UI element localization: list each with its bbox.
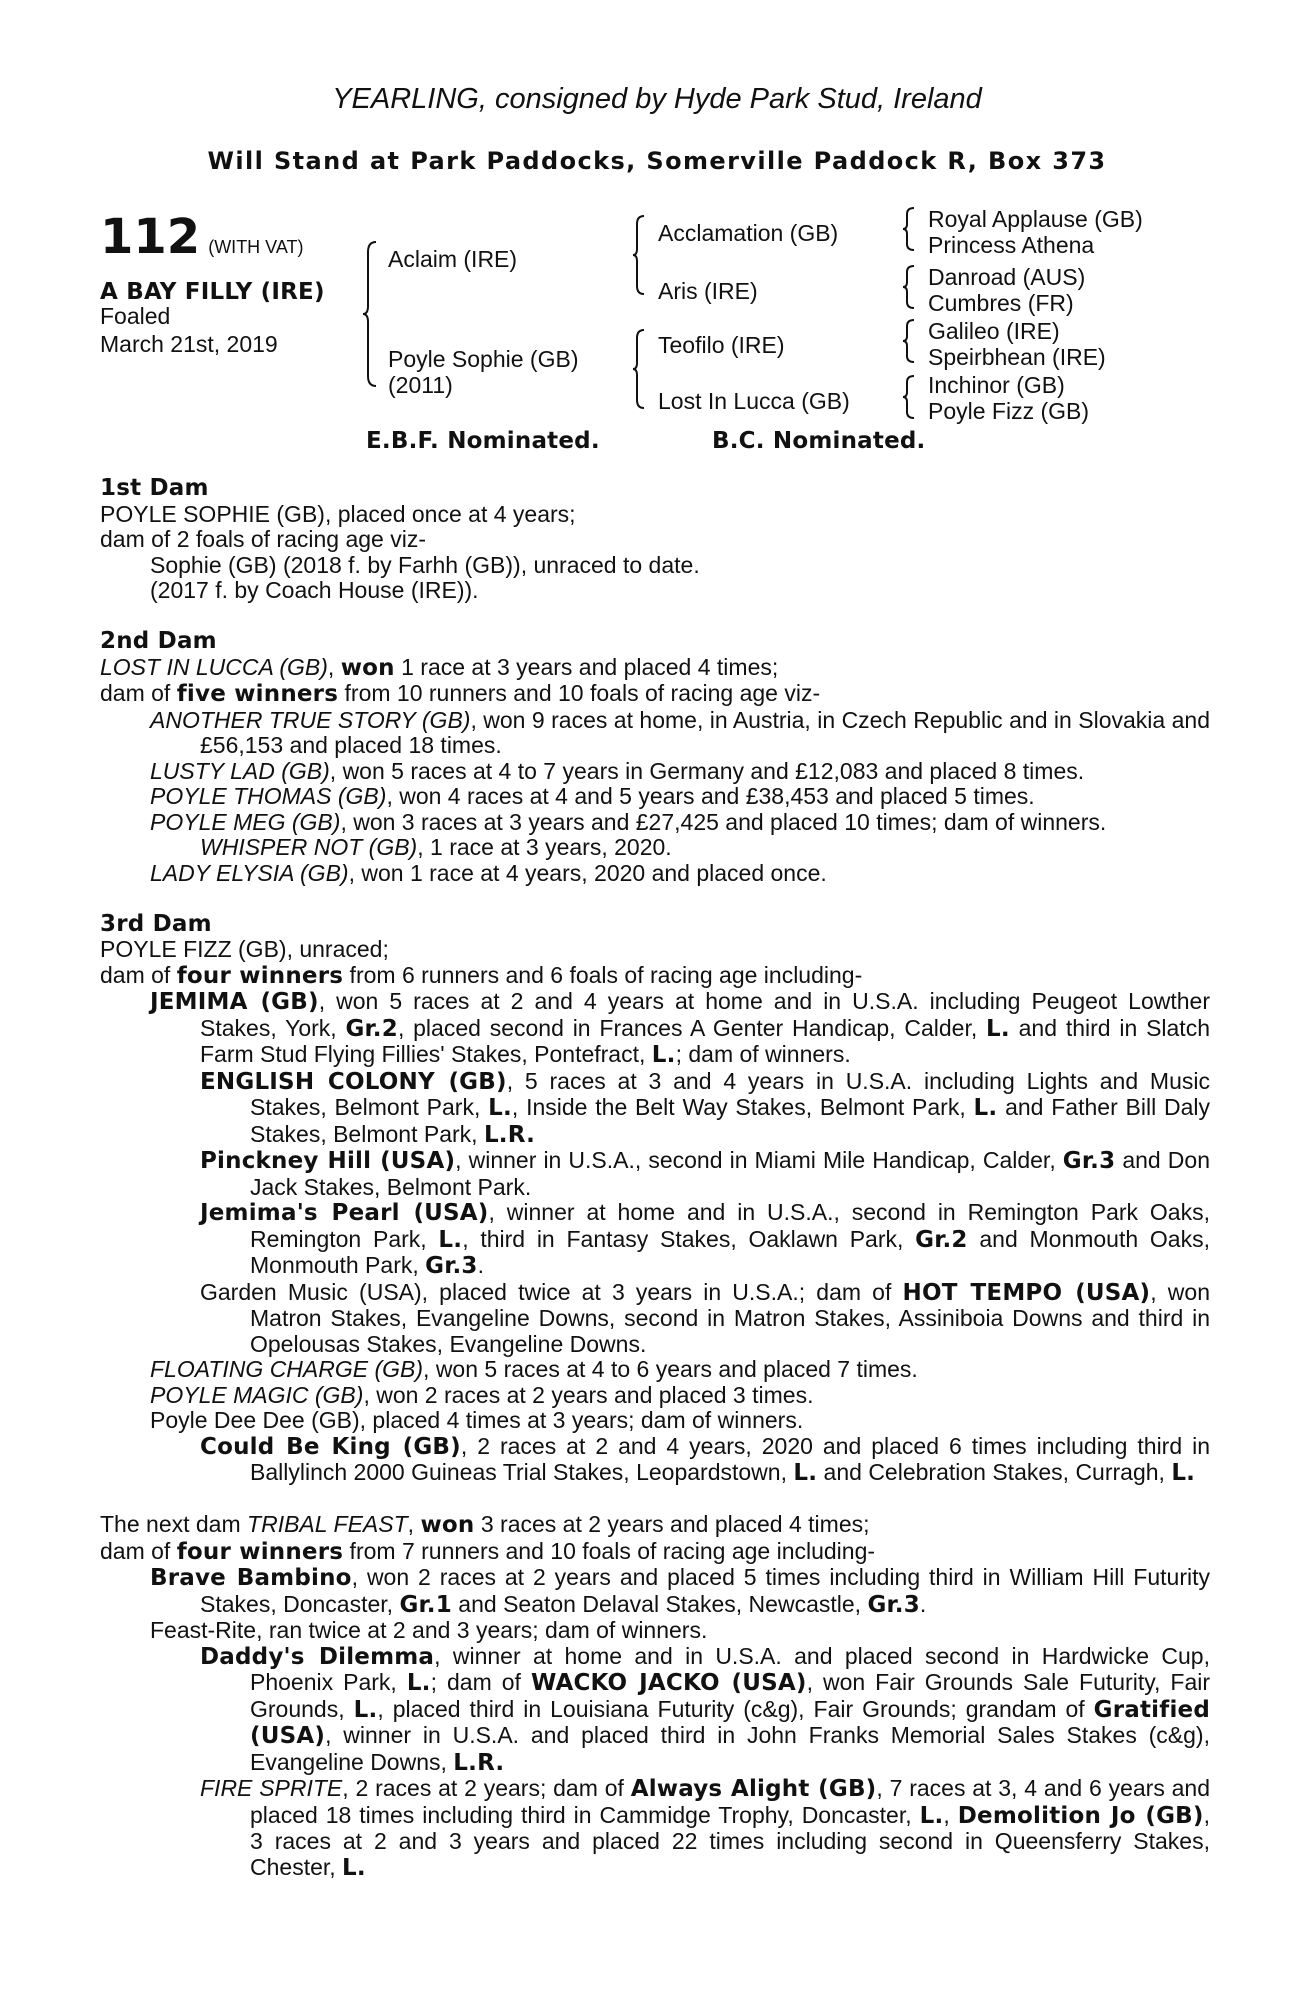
list-item: ANOTHER TRUE STORY (GB), won 9 races at home, in Austria, in Czech Republic and in Slovakia and £56,153 and placed 18 times. xyxy=(150,706,1210,758)
horse-description: A BAY FILLY (IRE) xyxy=(100,279,325,305)
third-dam-summary: POYLE FIZZ (GB), unraced; xyxy=(100,936,389,962)
stand-location: Will Stand at Park Paddocks, Somerville Paddock R, Box 373 xyxy=(207,147,1107,175)
pedigree-dam-year: (2011) xyxy=(388,372,453,398)
vat-note: (WITH VAT) xyxy=(208,237,304,257)
pedigree-dam: Poyle Sophie (GB) xyxy=(388,346,579,372)
pedigree-sire-sire: Acclamation (GB) xyxy=(658,220,839,246)
list-item: POYLE MAGIC (GB), won 2 races at 2 years and placed 3 times. xyxy=(150,1381,814,1408)
pedigree-brace-2 xyxy=(632,214,646,296)
list-item: WHISPER NOT (GB), 1 race at 3 years, 2020. xyxy=(200,834,672,860)
second-dam-heading: 2nd Dam xyxy=(100,628,217,654)
first-dam-foal-2: (2017 f. by Coach House (IRE)). xyxy=(150,577,479,603)
list-item: POYLE THOMAS (GB), won 4 races at 4 and 5 years and £38,453 and placed 5 times. xyxy=(150,783,1035,809)
lot-number: 112 xyxy=(100,209,201,265)
third-dam-produce-summary: dam of four winners from 6 runners and 6 foals of racing age including- xyxy=(100,961,863,989)
next-dam-summary: The next dam TRIBAL FEAST, won 3 races at 2 years and placed 4 times; xyxy=(100,1511,870,1538)
catalogue-body xyxy=(100,476,1210,1881)
second-dam-produce-summary: dam of five winners from 10 runners and 10 foals of racing age viz- xyxy=(100,680,821,707)
third-dam-heading: 3rd Dam xyxy=(100,910,212,937)
pedigree-sd-dam: Cumbres (FR) xyxy=(928,290,1074,316)
list-item: LUSTY LAD (GB), won 5 races at 4 to 7 years in Germany and £12,083 and placed 8 times. xyxy=(150,757,1085,784)
first-dam-foal-1: Sophie (GB) (2018 f. by Farhh (GB)), unraced to date. xyxy=(150,551,700,578)
ebf-nomination: E.B.F. Nominated. xyxy=(366,428,600,454)
pedigree-dd-dam: Poyle Fizz (GB) xyxy=(928,398,1090,424)
list-item: Could Be King (GB), 2 races at 2 and 4 years, 2020 and placed 6 times including third in Ballylinch 2000 Guineas Trial Stakes, Leopardstown, L. and Celebration Stakes, Curragh, L. xyxy=(200,1432,1210,1486)
pedigree-brace-3 xyxy=(632,328,646,410)
pedigree-sire: Aclaim (IRE) xyxy=(388,246,518,272)
list-item: Jemima's Pearl (USA), winner at home and in U.S.A., second in Remington Park Oaks, Remington Park, L., third in Fantasy Stakes, Oaklawn Park, Gr.2 and Monmouth Oaks, Monmouth Park, Gr.3. xyxy=(200,1199,1210,1279)
consignment-header: YEARLING, consigned by Hyde Park Stud, Ireland xyxy=(332,83,982,115)
first-dam-line-2: dam of 2 foals of racing age viz- xyxy=(100,526,426,552)
foaled-label: Foaled xyxy=(100,303,171,329)
list-item: Pinckney Hill (USA), winner in U.S.A., second in Miami Mile Handicap, Calder, Gr.3 and Don Jack Stakes, Belmont Park. xyxy=(200,1147,1210,1200)
list-item: Poyle Dee Dee (GB), placed 4 times at 3 years; dam of winners. xyxy=(150,1407,804,1433)
pedigree-sd-sire: Danroad (AUS) xyxy=(928,264,1086,290)
pedigree-dam-dam: Lost In Lucca (GB) xyxy=(658,388,850,414)
pedigree-brace-7 xyxy=(902,374,916,420)
pedigree-ss-sire: Royal Applause (GB) xyxy=(928,206,1143,232)
first-dam-heading: 1st Dam xyxy=(100,475,209,501)
pedigree-brace-1 xyxy=(362,240,378,388)
list-item: ENGLISH COLONY (GB), 5 races at 3 and 4 years in U.S.A. including Lights and Music Stakes, Belmont Park, L., Inside the Belt Way Stakes, Belmont Park, L. and Father Bill Daly Stakes, Belmont Park, L.R. xyxy=(200,1067,1210,1148)
pedigree-dd-sire: Inchinor (GB) xyxy=(928,372,1065,398)
list-item: FLOATING CHARGE (GB), won 5 races at 4 to 6 years and placed 7 times. xyxy=(150,1356,918,1382)
first-dam-line-1: POYLE SOPHIE (GB), placed once at 4 years; xyxy=(100,500,576,527)
list-item: Brave Bambino, won 2 races at 2 years and placed 5 times including third in William Hill Futurity Stakes, Doncaster, Gr.1 and Seaton Delaval Stakes, Newcastle, Gr.3. xyxy=(150,1564,1210,1618)
pedigree-ss-dam: Princess Athena xyxy=(928,232,1095,258)
pedigree-sire-dam: Aris (IRE) xyxy=(658,278,758,304)
list-item: POYLE MEG (GB), won 3 races at 3 years and £27,425 and placed 10 times; dam of winners. xyxy=(150,808,1107,835)
pedigree-dam-sire: Teofilo (IRE) xyxy=(658,332,785,358)
pedigree-brace-5 xyxy=(902,264,916,310)
pedigree-brace-6 xyxy=(902,318,916,364)
list-item: Feast-Rite, ran twice at 2 and 3 years; dam of winners. xyxy=(150,1617,708,1643)
list-item: LADY ELYSIA (GB), won 1 race at 4 years, 2020 and placed once. xyxy=(150,859,827,886)
list-item: Garden Music (USA), placed twice at 3 years in U.S.A.; dam of HOT TEMPO (USA), won Matron Stakes, Evangeline Downs, second in Matron Stakes, Assiniboia Downs and third in Opelousas Stakes, Evangeline Downs. xyxy=(200,1278,1210,1357)
bc-nomination: B.C. Nominated. xyxy=(712,428,926,454)
lot-number-block xyxy=(100,209,304,265)
pedigree-ds-sire: Galileo (IRE) xyxy=(928,318,1060,344)
next-dam-produce-summary: dam of four winners from 7 runners and 10 foals of racing age including- xyxy=(100,1537,876,1565)
list-item: FIRE SPRITE, 2 races at 2 years; dam of Always Alight (GB), 7 races at 3, 4 and 6 years and placed 18 times including third in Cammidge Trophy, Doncaster, L., Demolition Jo (GB), 3 races at 2 and 3 years and placed 22 times including second in Queensferry Stakes, Chester, L. xyxy=(200,1775,1211,1881)
second-dam-summary: LOST IN LUCCA (GB), won 1 race at 3 years and placed 4 times; xyxy=(100,653,779,681)
foaled-date: March 21st, 2019 xyxy=(100,331,278,357)
list-item: JEMIMA (GB), won 5 races at 2 and 4 years at home and in U.S.A. including Peugeot Lowther Stakes, York, Gr.2, placed second in Frances A Genter Handicap, Calder, L. and third in Slatch Farm Stud Flying Fillies' Stakes, Pontefract, L.; dam of winners. xyxy=(150,988,1210,1068)
pedigree-ds-dam: Speirbhean (IRE) xyxy=(928,344,1106,370)
pedigree-brace-4 xyxy=(902,206,916,252)
list-item: Daddy's Dilemma, winner at home and in U.S.A. and placed second in Hardwicke Cup, Phoenix Park, L.; dam of WACKO JACKO (USA), won Fair Grounds Sale Futurity, Fair Grounds, L., placed third in Louisiana Futurity (c&g), Fair Grounds; grandam of Gratified (USA), winner in U.S.A. and placed third in John Franks Memorial Sales Stakes (c&g), Evangeline Downs, L.R. xyxy=(200,1642,1211,1776)
